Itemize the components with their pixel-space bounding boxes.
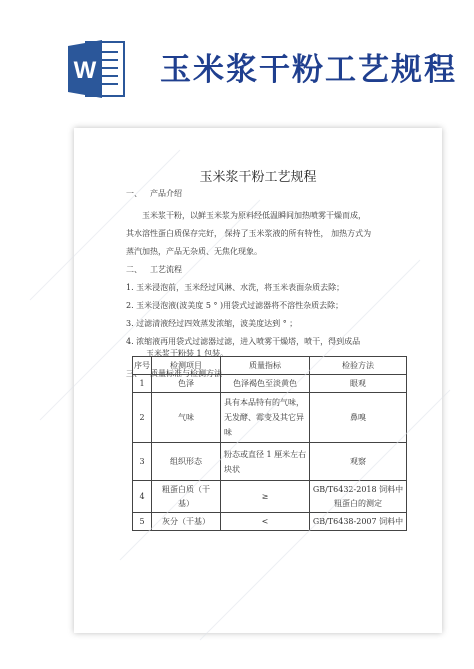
row-2-no: 2: [133, 393, 152, 443]
row-2-standard-line: 具有本品特有的气味，: [224, 398, 304, 407]
table-row: [133, 375, 407, 393]
table-row: [133, 393, 407, 443]
document-title: 玉米浆干粉工艺规程: [199, 170, 317, 185]
intro-line-2: 其水溶性蛋白质保存完好， 保持了玉米浆液的所有特性， 加热方式为: [126, 229, 372, 238]
row-3-method: 观察: [310, 443, 407, 481]
quality-standard-table: [132, 356, 407, 531]
row-3-no: 3: [133, 443, 152, 481]
row-2-standard: [221, 393, 310, 443]
process-step-2: 2. 玉米浸泡液(波美度 5 ° )用袋式过滤器将不溶性杂质去除；: [126, 301, 344, 310]
header-cell-item: 检测项目: [152, 357, 221, 375]
intro-line-3: 蒸汽加热，产品无杂质、无焦化现象。: [126, 247, 262, 256]
table-row: [133, 443, 407, 481]
row-4-no: 4: [133, 481, 152, 513]
row-1-method: 眼观: [310, 375, 407, 393]
row-4-method-line: GB/T6432-2018 饲料中: [312, 484, 404, 494]
row-3-item: 组织形态: [152, 443, 221, 481]
process-step-3: 3. 过滤清液经过四效蒸发浓缩，波美度达到 ° ；: [126, 319, 298, 328]
row-1-item: 色泽: [152, 375, 221, 393]
document-page: [74, 128, 442, 633]
row-5-item: 灰分（干基）: [152, 513, 221, 531]
word-document-icon: [68, 38, 126, 100]
row-3-standard-line: 块状: [224, 464, 240, 474]
row-3-standard-line: 粉态或直径 1 厘米左右: [224, 449, 307, 459]
section-2-title: 工艺流程: [150, 265, 182, 274]
row-4-standard: ≥: [221, 481, 310, 513]
row-4-item-line: 基）: [178, 498, 194, 508]
header-cell-no: 序号: [133, 357, 152, 375]
table-header-row: [133, 357, 407, 375]
header-cell-method: 检验方法: [310, 357, 407, 375]
row-5-standard: <: [221, 513, 310, 531]
row-2-item: 气味: [152, 393, 221, 443]
word-icon-letter: W: [73, 57, 97, 84]
process-step-4-cont: 玉米浆干粉装 1 包装。: [146, 349, 229, 358]
row-3-standard: [221, 443, 310, 481]
process-step-4: 4. 浓缩液再用袋式过滤器过滤，进入喷雾干燥塔，喷干，得到成品: [126, 337, 361, 346]
row-4-method-line: 粗蛋白的测定: [334, 498, 382, 508]
intro-line-1: 玉米浆干粉，以鲜玉米浆为原料经低温瞬间加热喷雾干燥而成，: [142, 211, 366, 220]
row-2-standard-line: 味: [224, 428, 232, 437]
header-cell-standard: 质量指标: [221, 357, 310, 375]
process-step-1: 1. 玉米浸泡前，玉米经过风淋、水洗，将玉米表面杂质去除；: [126, 283, 345, 292]
table-row: [133, 481, 407, 513]
row-5-method: GB/T6438-2007 饲料中: [310, 513, 407, 531]
section-1-number: 一、: [126, 189, 142, 198]
row-4-method: [310, 481, 407, 513]
table-row: [133, 513, 407, 531]
row-1-standard: 色泽褐色至淡黄色: [221, 375, 310, 393]
row-4-item-line: 粗蛋白质（干: [162, 484, 210, 494]
row-2-standard-line: 无发酵、霉变及其它异: [224, 413, 304, 422]
row-4-item: [152, 481, 221, 513]
row-5-no: 5: [133, 513, 152, 531]
section-3-title: 质量标准与检测方法: [150, 369, 222, 378]
header-banner: [0, 0, 474, 118]
row-2-method: 鼻嗅: [310, 393, 407, 443]
header-title: 玉米浆干粉工艺规程: [160, 52, 457, 88]
section-1-title: 产品介绍: [150, 189, 182, 198]
row-1-no: 1: [133, 375, 152, 393]
section-2-number: 二、: [126, 265, 142, 274]
section-3-number: 三、: [126, 369, 142, 378]
